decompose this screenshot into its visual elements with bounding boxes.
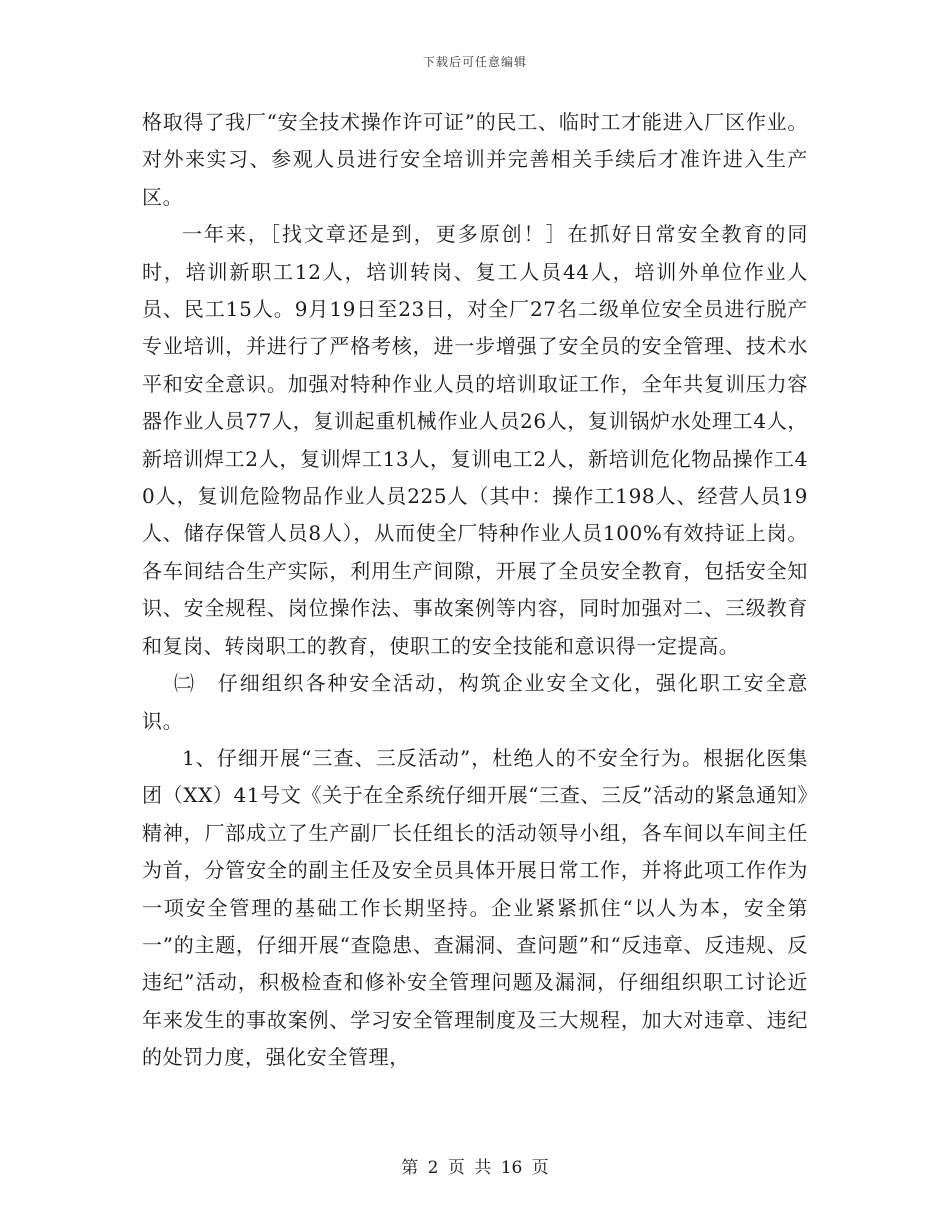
page-header: 下载后可任意编辑 [422, 55, 527, 69]
document-body [142, 104, 808, 1077]
page-number: 第 2 页 共 16 页 [401, 1158, 549, 1178]
section-heading-safety-activities: ㈡ 仔细组织各种安全活动，构筑企业安全文化，强化职工安全意识。 [142, 671, 808, 733]
paragraph-training-summary: 一年来，［找文章还是到，更多原创！］在抓好日常安全教育的同时，培训新职工12人，培训转岗、复工人员44人，培训外单位作业人员、民工15人。9月19日至23日，对全厂27名二级单位安全员进行脱产专业培训，并进行了严格考核，进一步增强了安全员的安全管理、技术水平和安全意识。加强对特种作业人员的培训取证工作，全年共复训压力容器作业人员77人，复训起重机械作业人员26人，复训锅炉水处理工4人，新培训焊工2人，复训焊工13人，复训电工2人，新培训危化物品操作工40人，复训危险物品作业人员225人（其中：操作工198人、经营人员19人、储存保管人员8人），从而使全厂特种作业人员100%有效持证上岗。各车间结合生产实际，利用生产间隙，开展了全员安全教育，包括安全知识、安全规程、岗位操作法、事故案例等内容，同时加强对二、三级教育和复岗、转岗职工的教育，使职工的安全技能和意识得一定提高。 [142, 222, 808, 658]
paragraph-three-checks: 1、仔细开展“三查、三反活动”，杜绝人的不安全行为。根据化医集团（XX）41号文《关于在全系统仔细开展“三查、三反”活动的紧急通知》精神，厂部成立了生产副厂长任组长的活动领导小组，各车间以车间主任为首，分管安全的副主任及安全员具体开展日常工作，并将此项工作作为一项安全管理的基础工作长期坚持。企业紧紧抓住“以人为本，安全第一”的主题，仔细开展“查隐患、查漏洞、查问题”和“反违章、反违规、反违纪”活动，积极检查和修补安全管理问题及漏洞，仔细组织职工讨论近年来发生的事故案例、学习安全管理制度及三大规程，加大对违章、违纪的处罚力度，强化安全管理， [142, 745, 808, 1070]
paragraph-continuation: 格取得了我厂“安全技术操作许可证”的民工、临时工才能进入厂区作业。对外来实习、参观人员进行安全培训并完善相关手续后才准许进入生产区。 [142, 110, 808, 209]
